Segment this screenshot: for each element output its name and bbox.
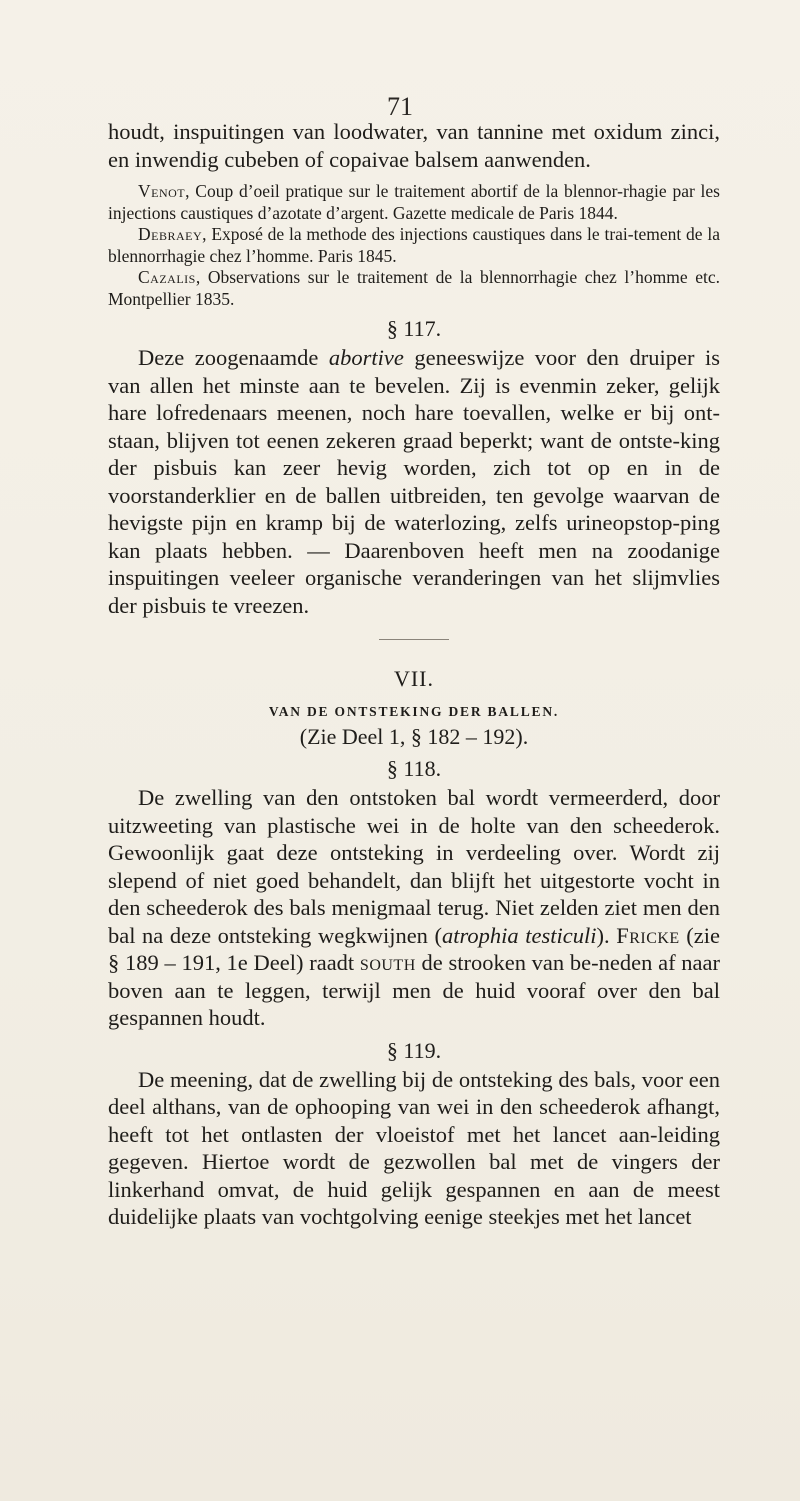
reference-author: Debraey (138, 224, 203, 244)
intro-paragraph: houdt, inspuitingen van loodwater, van tannine met oxidum zinci, en inwendig cubeben of copaivae balsem aanwenden. (108, 119, 720, 172)
reference-author: Cazalis (138, 267, 196, 287)
section-117-paragraph (108, 344, 720, 619)
reference-text: , Observations sur le traitement de la blennorrhagie chez l’homme etc. Montpellier 1835. (108, 267, 720, 309)
section-118-text-3: (zie § 189 – 191, 1e Deel) raadt (108, 922, 720, 975)
chapter-number: VII. (393, 666, 435, 691)
references (108, 181, 720, 310)
reference-author: Venot (138, 181, 186, 201)
chapter-reference: (Zie Deel 1, § 182 – 192). (299, 724, 529, 749)
page-content (108, 118, 720, 1231)
reference-item (108, 267, 720, 310)
section-118-text-1: De zwelling van den ontstoken bal wordt vermeerderd, door uitzweeting van plastische wei in de holte van den scheederok. Gewoonlijk gaat deze ontsteking in verdeeling over. Wordt zij slepend of niet goed behandelt, dan blijft het uitgestorte vocht in den scheederok des bals menigmaal terug. Niet zelden ziet men den bal na deze ontsteking wegkwijnen ( (108, 785, 720, 948)
section-heading-118: § 118. (386, 756, 442, 781)
section-118-paragraph (108, 784, 720, 1032)
section-119-paragraph: De meening, dat de zwelling bij de ontsteking des bals, voor een deel althans, van de ophooping van wei in den scheederok afhangt, heeft tot het ontlasten der vloeistof met het lancet aan-leiding gegeven. Hiertoe wordt de gezwollen bal met de vingers der linkerhand omvat, de huid gelijk gespannen en aan de meest duidelijke plaats van vochtgolving eenige steekjes met het lancet (108, 1066, 720, 1229)
section-heading-117: § 117. (386, 316, 442, 341)
section-117-text-a: Deze zoogenaamde (138, 345, 329, 370)
section-117-text-b: geneeswijze voor den druiper is van allen het minste aan te bevelen. Zij is evenmin zeker, gelijk hare lofredenaars meenen, noch hare toevallen, welke er bij ont-staan, blijven tot eenen zekeren graad beperkt; want de ontste-king der pisbuis kan zeer hevig worden, zich tot op en in de voorstanderklier en de ballen uitbreiden, ten gevolge waarvan de hevigste pijn en kramp bij de waterlozing, zelfs urineopstop-ping kan plaats hebben. — Daarenboven heeft men na zoodanige inspuitingen veeleer organische veranderingen van het slijmvlies der pisbuis te vreezen. (108, 345, 720, 618)
section-118-text-4: de strooken van be-neden af naar boven aan te leggen, terwijl men de huid vooraf over den bal gespannen houdt. (108, 950, 721, 1030)
section-117-italic: abortive (328, 345, 404, 370)
page-number: 71 (387, 92, 413, 121)
reference-item (108, 181, 720, 224)
section-divider (379, 639, 449, 640)
section-118-text-2: ). (596, 922, 617, 948)
section-118-italic: atrophia testiculi (442, 922, 597, 948)
reference-text: , Exposé de la methode des injections caustiques dans le trai-tement de la blennorrhagie chez l’homme. Paris 1845. (108, 224, 720, 266)
reference-text: , Coup d’oeil pratique sur le traitement abortif de la blennor-rhagie par les injections caustiques d’azotate d’argent. Gazette medicale de Paris 1844. (108, 181, 720, 223)
section-118-author: Fricke (616, 922, 680, 948)
section-heading-119: § 119. (386, 1037, 442, 1063)
chapter-title: VAN DE ONTSTEKING DER BALLEN. (268, 704, 560, 719)
section-118-author2: south (359, 950, 416, 975)
reference-item (108, 224, 720, 267)
